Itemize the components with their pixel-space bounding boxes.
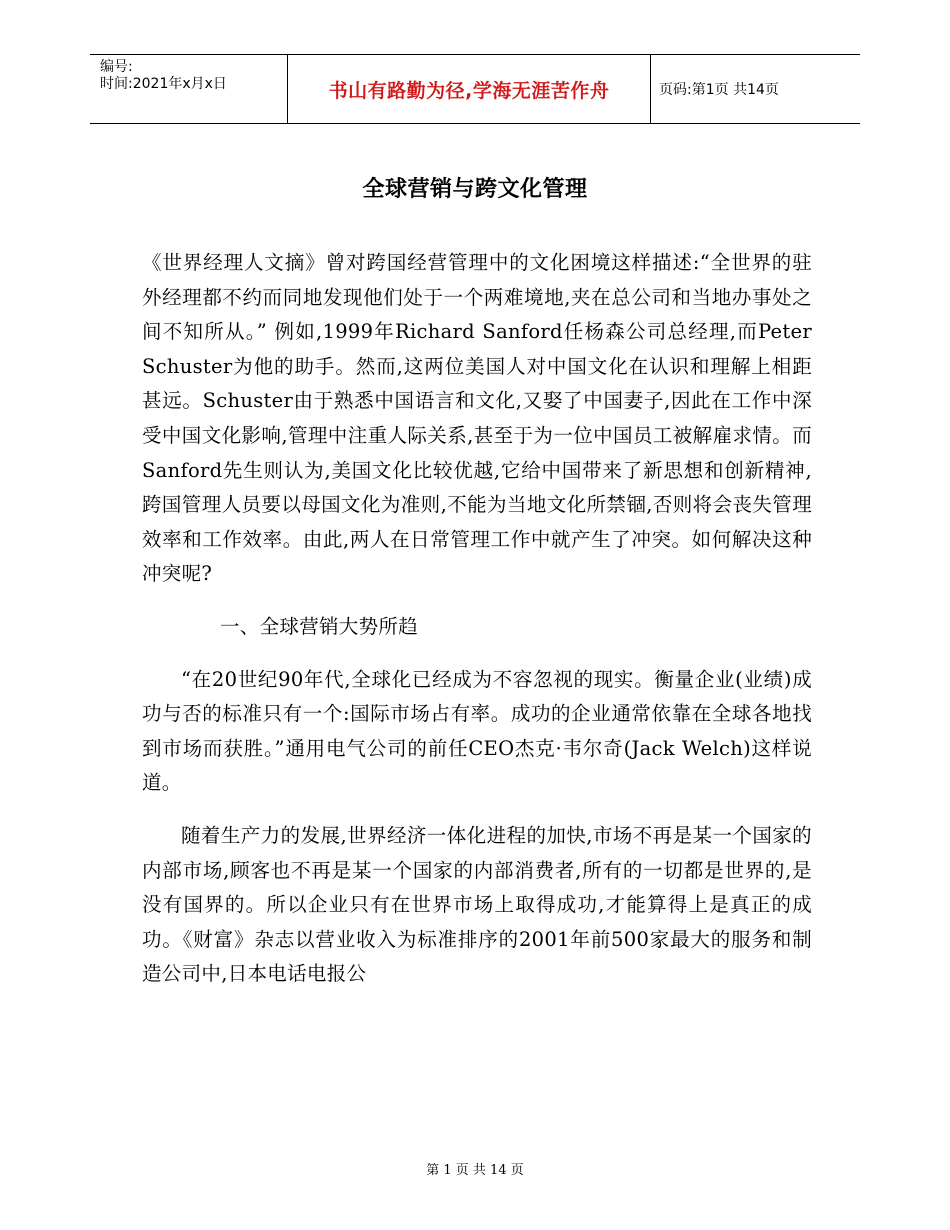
header-page-info: 页码:第1页 共14页 (659, 82, 779, 98)
page-footer: 第 1 页 共 14 页 (426, 1163, 524, 1178)
time-label: 时间:2021年x月x日 (100, 76, 227, 92)
section-heading: 一、全球营销大势所趋 (220, 614, 419, 638)
header-meta (90, 55, 287, 123)
document-title: 全球营销与跨文化管理 (362, 177, 588, 202)
code-label: 编号: (100, 59, 133, 75)
document-body (142, 246, 812, 992)
header-motto: 书山有路勤为径,学海无涯苦作舟 (287, 55, 651, 123)
paragraph-quote: “在20世纪90年代,全球化已经成为不容忽视的现实。衡量企业(业绩)成功与否的标准只有一个:国际市场占有率。成功的企业通常依靠在全球各地找到市场而获胜。”通用电气公司的前任CEO杰克·韦尔奇(Jack Welch)这样说道。 (142, 667, 812, 795)
paragraph-body: 随着生产力的发展,世界经济一体化进程的加快,市场不再是某一个国家的内部市场,顾客也不再是某一个国家的内部消费者,所有的一切都是世界的,是没有国界的。所以企业只有在世界市场上取得成功,才能算得上是真正的成功。《财富》杂志以营业收入为标准排序的2001年前500家最大的服务和制造公司中,日本电话电报公 (142, 823, 812, 986)
page-header (90, 54, 860, 124)
paragraph-intro: 《世界经理人文摘》曾对跨国经营管理中的文化困境这样描述:“全世界的驻外经理都不约而同地发现他们处于一个两难境地,夹在总公司和当地办事处之间不知所从。” 例如,1999年Richard Sanford任杨森公司总经理,而Peter Schuster为他的助手。然而,这两位美国人对中国文化在认识和理解上相距甚远。Schuster由于熟悉中国语言和文化,又娶了中国妻子,因此在工作中深受中国文化影响,管理中注重人际关系,甚至于为一位中国员工被解雇求情。而Sanford先生则认为,美国文化比较优越,它给中国带来了新思想和创新精神,跨国管理人员要以母国文化为准则,不能为当地文化所禁锢,否则将会丧失管理效率和工作效率。由此,两人在日常管理工作中就产生了冲突。如何解决这种冲突呢? (142, 251, 812, 586)
